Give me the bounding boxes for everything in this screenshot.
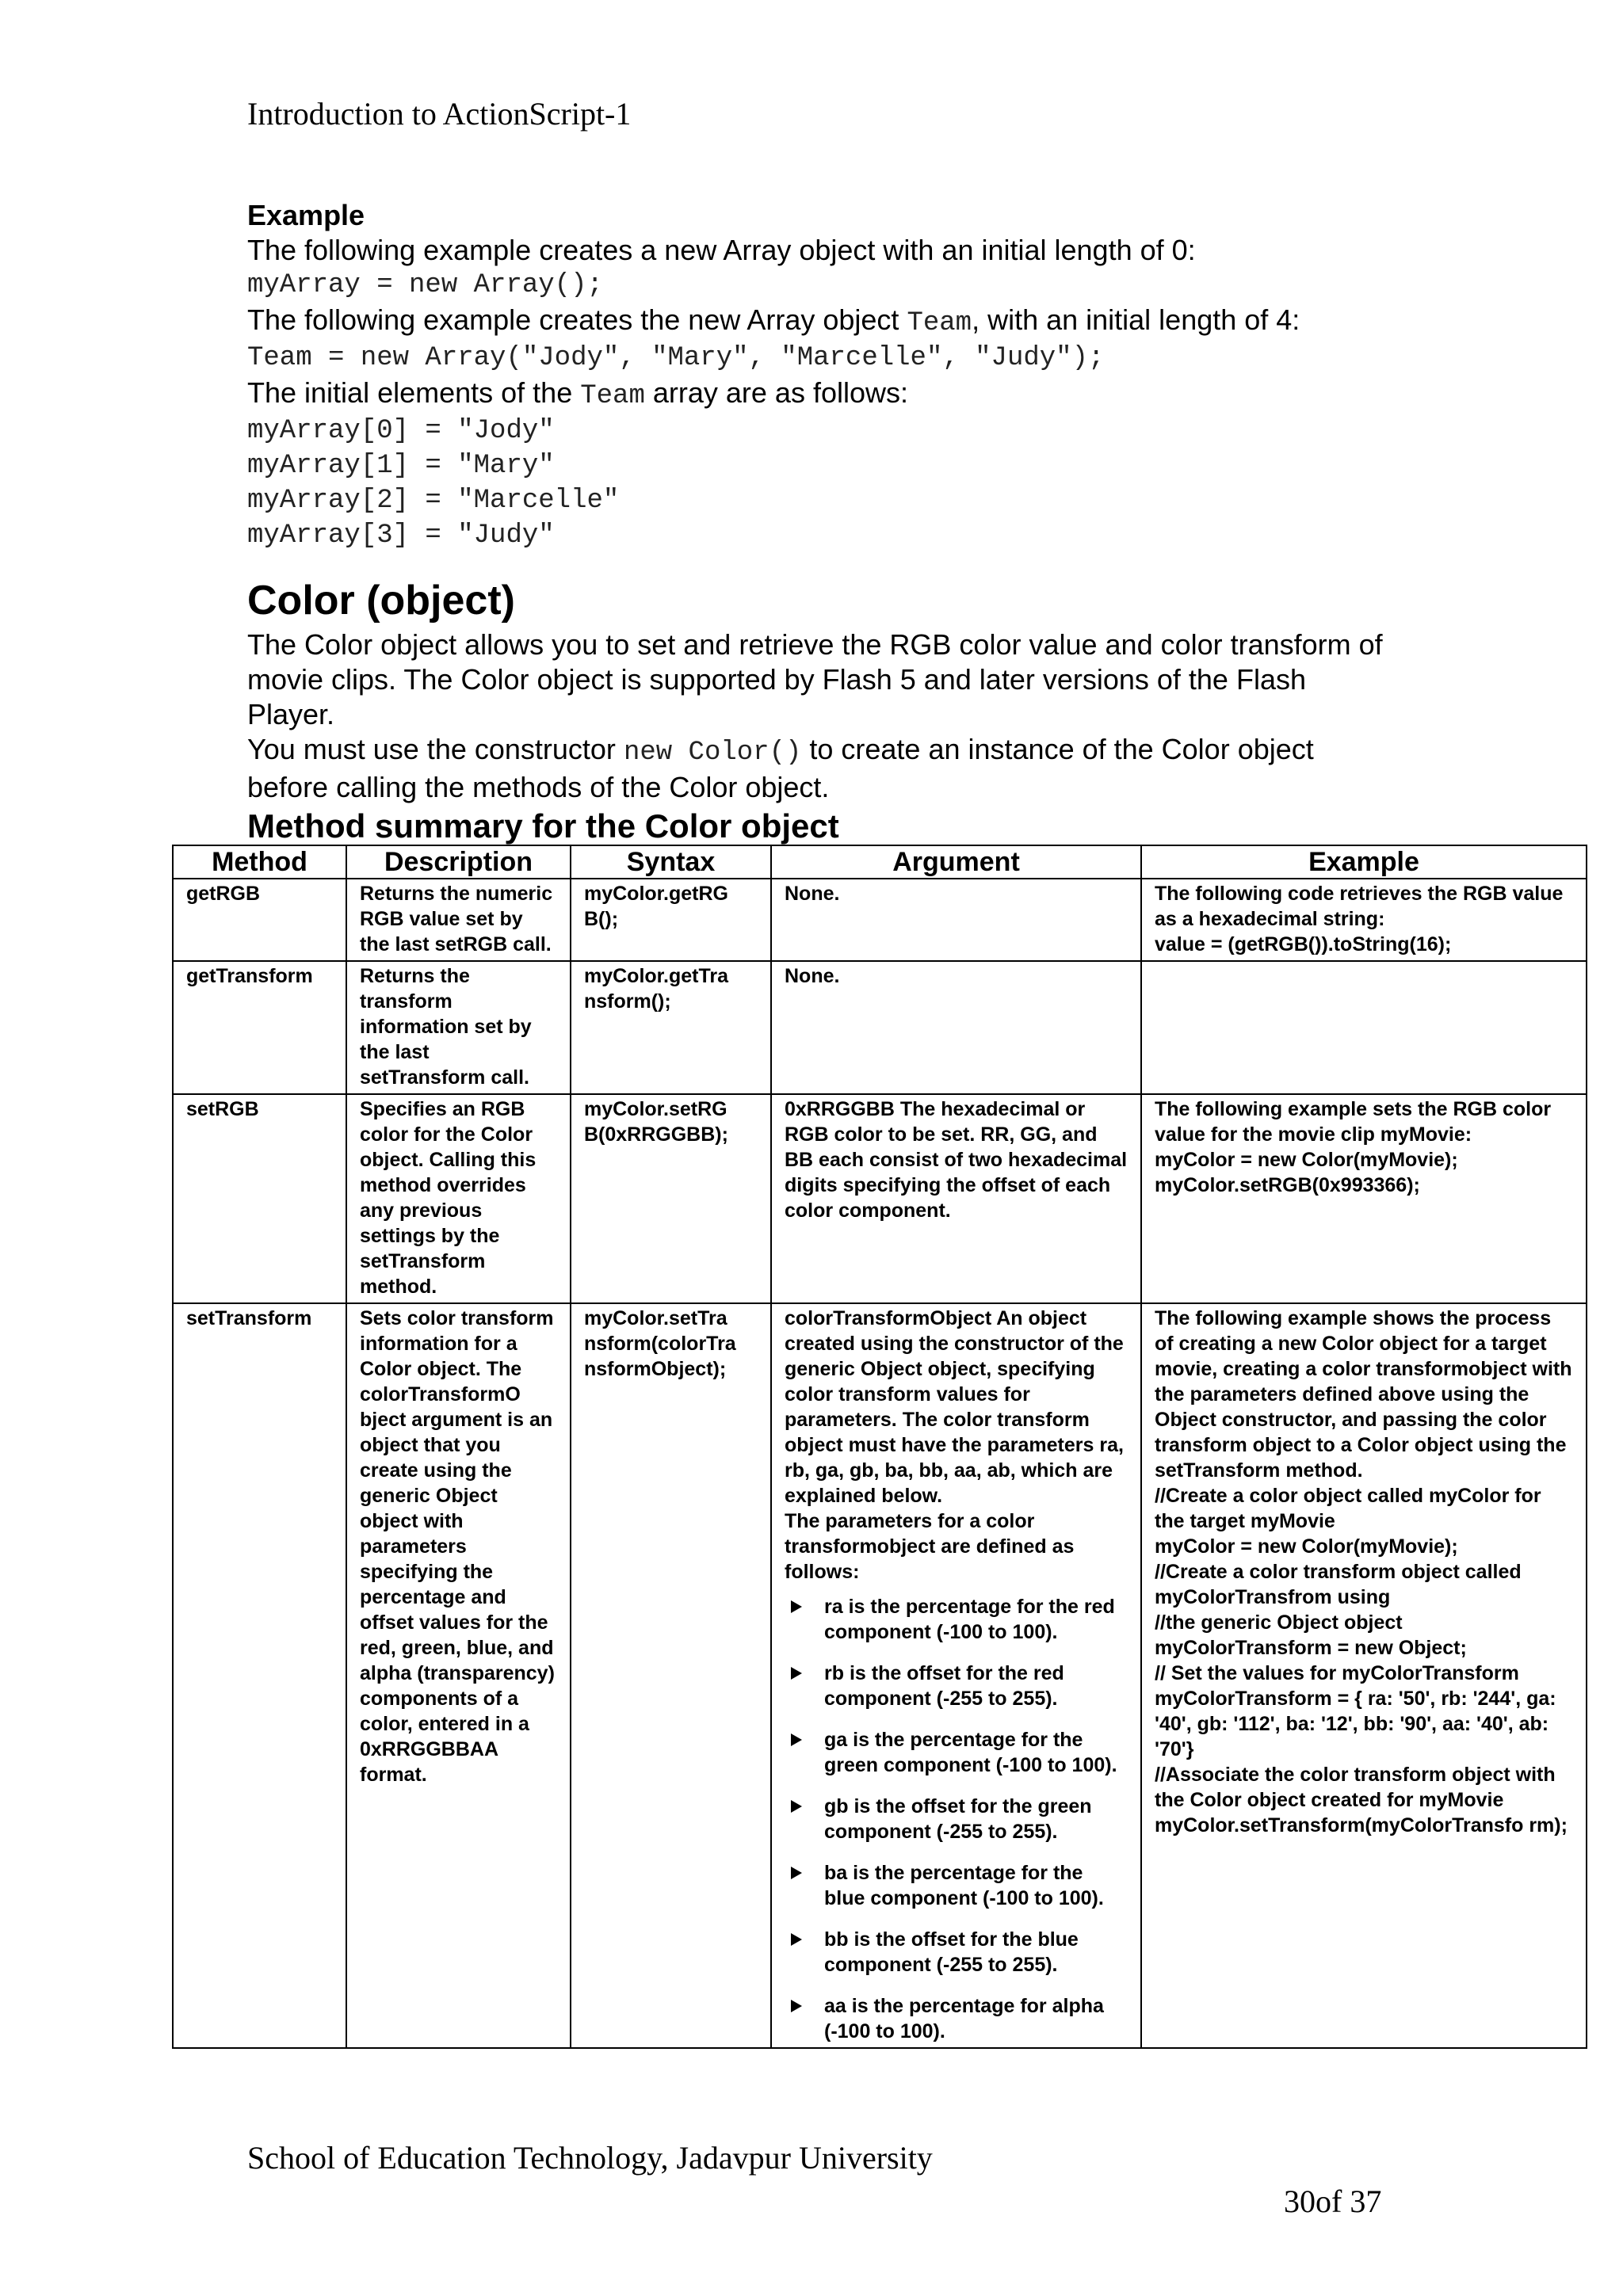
example-intro-2-suffix: , with an initial length of 4: xyxy=(972,303,1300,336)
column-header-description: Description xyxy=(346,845,571,879)
description-cell: Sets color transform information for a Color object. The colorTransformO bject argument is an object that you create using the generic Object object with parameters specifying the percentage and offset values for the red, green, blue, and alpha (transparency) components of a color, entered in a 0xRRGGBBAA format. xyxy=(346,1303,571,2048)
example-code: //the generic Object object xyxy=(1155,1611,1403,1634)
example-code: myColor.setRGB(0x993366); xyxy=(1155,1174,1420,1196)
example-intro-2-code: Team xyxy=(907,308,972,338)
column-header-argument: Argument xyxy=(771,845,1141,879)
example-code: //Create a color transform object called myColorTransfrom using xyxy=(1155,1561,1522,1608)
argument-cell: None. xyxy=(771,879,1141,961)
example-heading: Example xyxy=(247,199,365,231)
table-header-row xyxy=(173,845,1587,879)
example-code: myColorTransform = { ra: '50', rb: '244', ga: '40', gb: '112', ba: '12', bb: '90', aa: '40', ab: '70'} xyxy=(1155,1688,1556,1760)
parameter-text: bb is the offset for the blue component (-255 to 255). xyxy=(824,1928,1079,1976)
bullet-triangle-icon xyxy=(791,1800,802,1813)
constructor-paragraph xyxy=(247,732,1396,805)
example-intro-3-code: Team xyxy=(580,381,645,411)
running-header: Introduction to ActionScript-1 xyxy=(247,96,632,132)
parameter-text: aa is the percentage for alpha (-100 to 100). xyxy=(824,1995,1104,2042)
method-cell: setRGB xyxy=(173,1094,346,1303)
example-cell xyxy=(1141,879,1587,961)
list-item xyxy=(785,1594,1128,1645)
array-element-line: myArray[0] = "Jody" xyxy=(247,416,555,446)
constructor-paragraph-suffix: to create an instance of the Color object before calling the methods of the Color object. xyxy=(247,733,1314,803)
example-code-2: Team = new Array("Jody", "Mary", "Marcelle", "Judy"); xyxy=(247,343,1105,373)
list-item xyxy=(785,1993,1128,2044)
bullet-triangle-icon xyxy=(791,1933,802,1946)
example-intro-2 xyxy=(247,303,1436,341)
argument-cell xyxy=(771,1303,1141,2048)
example-intro-2-prefix: The following example creates the new Array object xyxy=(247,303,907,336)
list-item xyxy=(785,1727,1128,1778)
method-summary-table xyxy=(172,845,1587,2049)
list-item xyxy=(785,1661,1128,1711)
method-summary-title: Method summary for the Color object xyxy=(247,807,839,845)
bullet-triangle-icon xyxy=(791,1867,802,1879)
constructor-code: new Color() xyxy=(623,738,802,768)
syntax-cell: myColor.setRG B(0xRRGGBB); xyxy=(571,1094,771,1303)
parameter-text: gb is the offset for the green component (-255 to 255). xyxy=(824,1795,1092,1843)
table-row xyxy=(173,1094,1587,1303)
example-intro-1: The following example creates a new Array object with an initial length of 0: xyxy=(247,234,1196,266)
array-element-line: myArray[3] = "Judy" xyxy=(247,521,555,551)
example-code: //Create a color object called myColor for the target myMovie xyxy=(1155,1485,1541,1532)
example-cell xyxy=(1141,1094,1587,1303)
column-header-method: Method xyxy=(173,845,346,879)
parameter-text: ra is the percentage for the red component (-100 to 100). xyxy=(824,1596,1115,1643)
example-cell xyxy=(1141,1303,1587,2048)
example-code: myColorTransform = new Object; xyxy=(1155,1637,1467,1659)
table-row xyxy=(173,879,1587,961)
page-number: 30of 37 xyxy=(1284,2183,1382,2219)
example-text: The following code retrieves the RGB value as a hexadecimal string: xyxy=(1155,883,1564,930)
example-text: The following example shows the process of creating a new Color object for a target movie, creating a color transformobject with the parameters defined above using the Object constructor, and passing the color transform object to a Color object using the setTransform method. xyxy=(1155,1307,1572,1482)
example-cell xyxy=(1141,961,1587,1094)
example-code-1: myArray = new Array(); xyxy=(247,270,603,300)
example-text: The following example sets the RGB color value for the movie clip myMovie: xyxy=(1155,1098,1552,1146)
table-row xyxy=(173,961,1587,1094)
table-row xyxy=(173,1303,1587,2048)
parameter-text: ba is the percentage for the blue component (-100 to 100). xyxy=(824,1862,1104,1909)
parameter-list xyxy=(785,1594,1128,2044)
main-content xyxy=(247,198,1436,845)
method-cell: getRGB xyxy=(173,879,346,961)
description-cell: Returns the numeric RGB value set by the last setRGB call. xyxy=(346,879,571,961)
bullet-triangle-icon xyxy=(791,2000,802,2012)
syntax-cell: myColor.getTra nsform(); xyxy=(571,961,771,1094)
array-element-line: myArray[2] = "Marcelle" xyxy=(247,486,620,516)
example-intro-3-suffix: array are as follows: xyxy=(644,376,908,409)
list-item xyxy=(785,1860,1128,1911)
column-header-syntax: Syntax xyxy=(571,845,771,879)
syntax-cell: myColor.getRG B(); xyxy=(571,879,771,961)
example-code: myColor.setTransform(myColorTransfo rm); xyxy=(1155,1814,1568,1836)
parameter-text: rb is the offset for the red component (-255 to 255). xyxy=(824,1662,1064,1710)
example-code: value = (getRGB()).toString(16); xyxy=(1155,933,1452,955)
method-cell: setTransform xyxy=(173,1303,346,2048)
example-code: // Set the values for myColorTransform xyxy=(1155,1662,1519,1684)
constructor-paragraph-prefix: You must use the constructor xyxy=(247,733,624,765)
column-header-example: Example xyxy=(1141,845,1587,879)
method-cell: getTransform xyxy=(173,961,346,1094)
example-code: myColor = new Color(myMovie); xyxy=(1155,1149,1458,1171)
description-cell: Returns the transform information set by the last setTransform call. xyxy=(346,961,571,1094)
argument-text: colorTransformObject An object created using the constructor of the generic Object object, specifying color transform values for parameters. The color transform object must have the parameters ra, rb, ga, gb, ba, bb, aa, ab, which are explained below. xyxy=(785,1307,1124,1507)
array-element-line: myArray[1] = "Mary" xyxy=(247,451,555,481)
section-title-color-object: Color (object) xyxy=(247,578,515,624)
argument-cell: None. xyxy=(771,961,1141,1094)
example-code: //Associate the color transform object with the Color object created for myMovie xyxy=(1155,1764,1556,1811)
syntax-cell: myColor.setTra nsform(colorTra nsformObject); xyxy=(571,1303,771,2048)
bullet-triangle-icon xyxy=(791,1600,802,1613)
color-intro-paragraph: The Color object allows you to set and retrieve the RGB color value and color transform of movie clips. The Color object is supported by Flash 5 and later versions of the Flash Player. xyxy=(247,628,1383,730)
argument-extra-text: The parameters for a color transformobject are defined as follows: xyxy=(785,1510,1075,1583)
parameter-text: ga is the percentage for the green component (-100 to 100). xyxy=(824,1729,1117,1776)
list-item xyxy=(785,1794,1128,1844)
example-intro-3 xyxy=(247,376,1436,414)
example-intro-3-prefix: The initial elements of the xyxy=(247,376,581,409)
bullet-triangle-icon xyxy=(791,1667,802,1680)
footer-institution: School of Education Technology, Jadavpur University xyxy=(247,2140,933,2176)
list-item xyxy=(785,1927,1128,1978)
example-code: myColor = new Color(myMovie); xyxy=(1155,1535,1458,1558)
bullet-triangle-icon xyxy=(791,1733,802,1746)
description-cell: Specifies an RGB color for the Color object. Calling this method overrides any previous settings by the setTransform method. xyxy=(346,1094,571,1303)
argument-cell: 0xRRGGBB The hexadecimal or RGB color to be set. RR, GG, and BB each consist of two hexadecimal digits specifying the offset of each color component. xyxy=(771,1094,1141,1303)
